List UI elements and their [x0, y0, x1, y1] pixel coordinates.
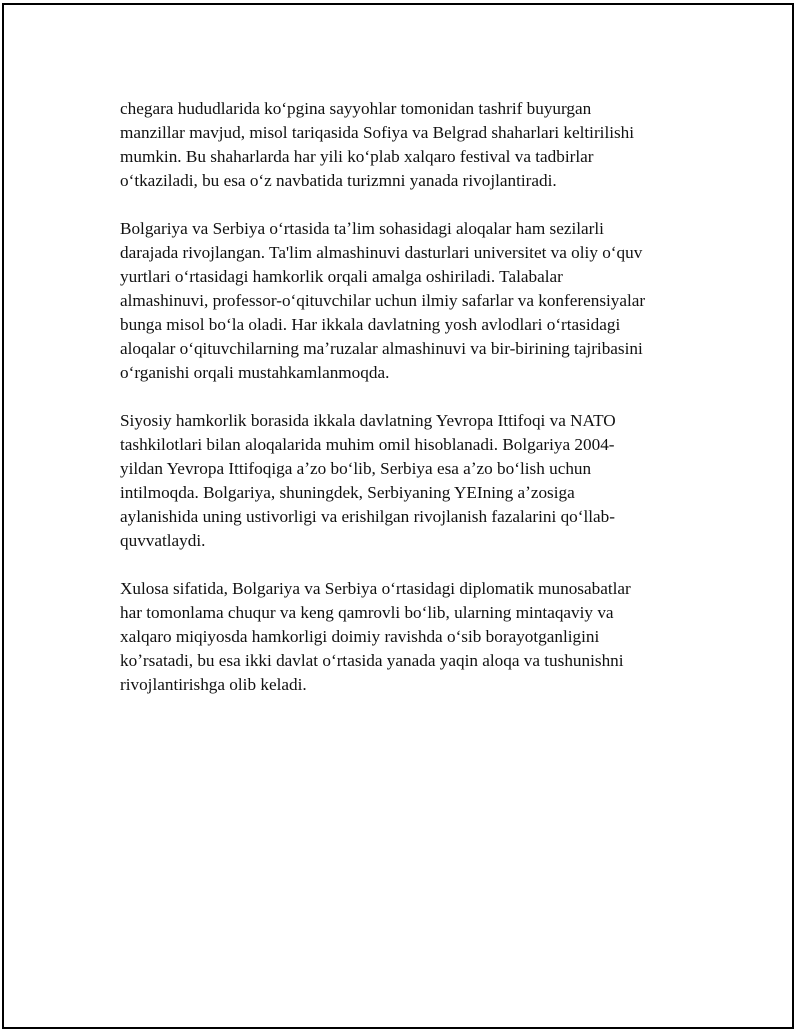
paragraph-politics: Siyosiy hamkorlik borasida ikkala davlatning Yevropa Ittifoqi va NATO tashkilotlari bilan aloqalarida muhim omil hisoblanadi. Bolgariya 2004- yildan Yevropa Ittifoqiga aʼzo boʻlib, Serbiya esa aʼzo boʻlish uchun intilmoqda. Bolgariya, shuningdek, Serbiyaning YEIning aʼzosiga aylanishida uning ustivorligi va erishilgan rivojlanish fazalarini qoʻllab- quvvatlaydi.: [120, 411, 616, 550]
document-page: [2, 3, 794, 1029]
paragraph-education: Bolgariya va Serbiya oʻrtasida taʼlim sohasidagi aloqalar ham sezilarli darajada rivojlangan. Ta'lim almashinuvi dasturlari universitet va oliy oʻquv yurtlari oʻrtasidagi hamkorlik orqali amalga oshiriladi. Talabalar almashinuvi, professor-oʻqituvchilar uchun ilmiy safarlar va konferensiyalar bunga misol boʻla oladi. Har ikkala davlatning yosh avlodlari oʻrtasidagi aloqalar oʻqituvchilarning maʼruzalar almashinuvi va bir-birining tajribasini oʻrganishi orqali mustahkamlanmoqda.: [120, 219, 646, 382]
document-body: [120, 97, 690, 721]
paragraph-tourism: chegara hududlarida koʻpgina sayyohlar tomonidan tashrif buyurgan manzillar mavjud, misol tariqasida Sofiya va Belgrad shaharlari keltirilishi mumkin. Bu shaharlarda har yili koʻplab xalqaro festival va tadbirlar oʻtkaziladi, bu esa oʻz navbatida turizmni yanada rivojlantiradi.: [120, 99, 635, 190]
paragraph-conclusion: Xulosa sifatida, Bolgariya va Serbiya oʻrtasidagi diplomatik munosabatlar har tomonlama chuqur va keng qamrovli boʻlib, ularning mintaqaviy va xalqaro miqiyosda hamkorligi doimiy ravishda oʻsib borayotganligini koʼrsatadi, bu esa ikki davlat oʻrtasida yanada yaqin aloqa va tushunishni rivojlantirishga olib keladi.: [120, 579, 631, 694]
